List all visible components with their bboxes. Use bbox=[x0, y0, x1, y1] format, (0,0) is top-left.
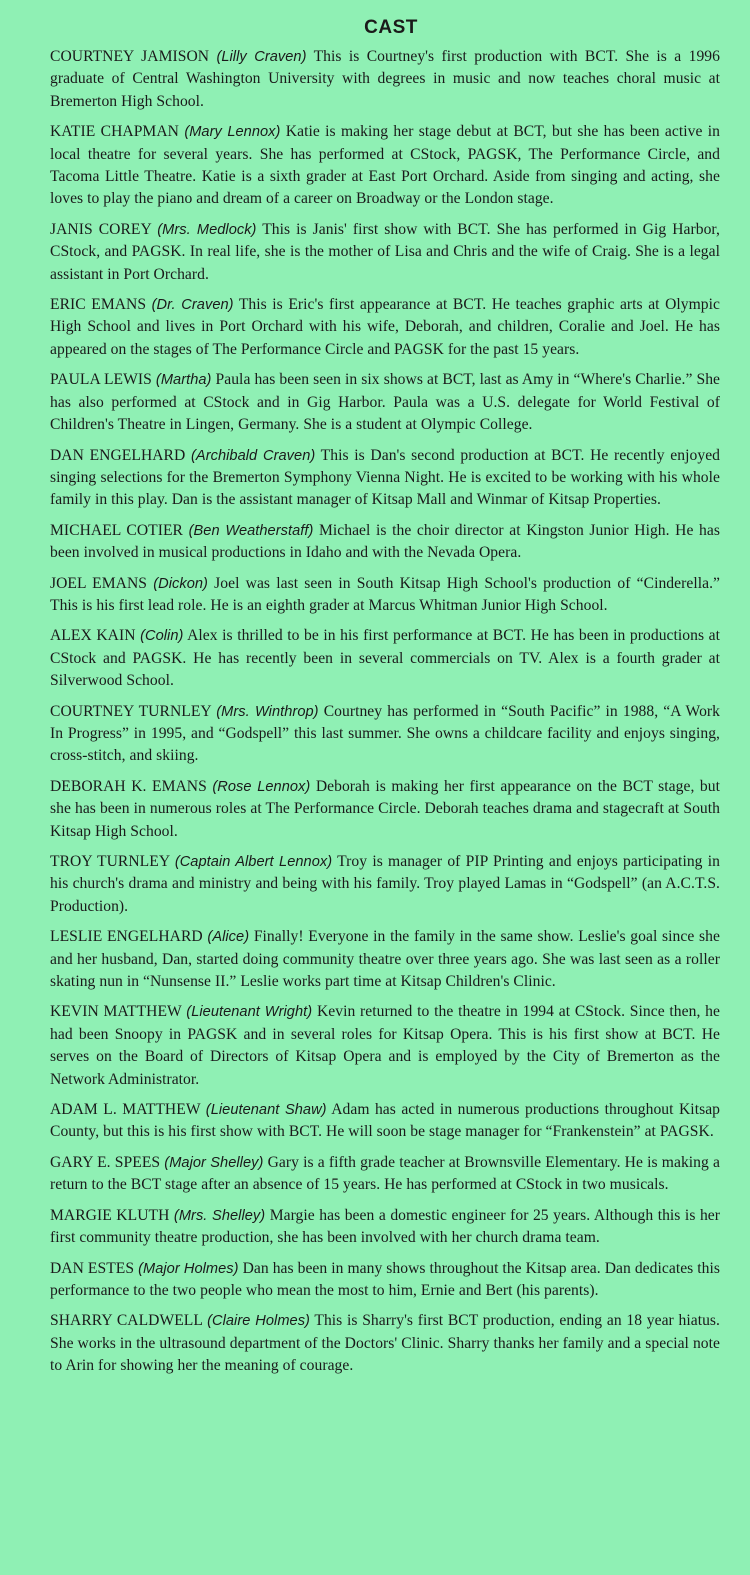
cast-role: (Alice) bbox=[207, 929, 250, 946]
cast-bio: This is Courtney's first production with BCT. She is a 1996 graduate of Central Washington University with degrees in music and now teaches choral music at Bremerton High School. bbox=[50, 48, 720, 110]
cast-role: (Mrs. Winthrop) bbox=[216, 703, 319, 720]
cast-name: TROY TURNLEY bbox=[50, 853, 170, 870]
cast-bio: Katie is making her stage debut at BCT, but she has been active in local theatre for several years. She has performed at CStock, PAGSK, The Performance Circle, and Tacoma Little Theatre. Katie is a sixth grader at East Port Orchard. Aside from singing and acting, she loves to play the piano and dream of a career on Broadway or the London stage. bbox=[50, 123, 720, 208]
cast-bio: Gary is a fifth grade teacher at Brownsville Elementary. He is making a return to the BCT stage after an absence of 15 years. He has performed at CStock in two musicals. bbox=[50, 1153, 720, 1194]
cast-entry-lewis bbox=[50, 369, 720, 436]
cast-name: PAULA LEWIS bbox=[50, 371, 152, 389]
cast-name: COURTNEY JAMISON bbox=[50, 48, 210, 65]
cast-name: ERIC EMANS bbox=[50, 296, 147, 314]
cast-entry-troy-turnley bbox=[50, 851, 720, 918]
cast-bio: This is Sharry's first BCT production, ending an 18 year hiatus. She works in the ultrasound department of the Doctors' Clinic. Sharry thanks her family and a special note to Arin for showing her the meaning of courage. bbox=[50, 1312, 720, 1375]
cast-name: SHARRY CALDWELL bbox=[50, 1312, 203, 1330]
cast-entry-kain bbox=[50, 625, 720, 692]
cast-bio: Alex is thrilled to be in his first performance at BCT. He has been in productions at CStock and PAGSK. He has recently been in several commercials on TV. Alex is a fourth grader at Silverwood School. bbox=[50, 627, 720, 690]
cast-role: (Major Holmes) bbox=[138, 1260, 239, 1277]
cast-name: ADAM L. MATTHEW bbox=[50, 1101, 201, 1119]
cast-bio: Paula has been seen in six shows at BCT, last as Amy in “Where's Charlie.” She has also performed at CStock and in Gig Harbor. Paula was a U.S. delegate for World Festival of Children's Theatre in Lingen, Germany. She is a student at Olympic College. bbox=[50, 371, 721, 434]
cast-bio: Finally! Everyone in the family in the same show. Leslie's goal since she and her husband, Dan, started doing community theatre over three years ago. She was last seen as a roller skating nun in “Nunsense II.” Leslie works part time at Kitsap Children's Clinic. bbox=[50, 928, 720, 991]
cast-entry-dan-engelhard bbox=[50, 445, 720, 512]
cast-role: (Lilly Craven) bbox=[216, 49, 307, 65]
cast-role: (Major Shelley) bbox=[164, 1154, 264, 1171]
cast-name: COURTNEY TURNLEY bbox=[50, 702, 212, 720]
cast-bio: Michael is the choir director at Kingston Junior High. He has been involved in musical productions in Idaho and with the Nevada Opera. bbox=[50, 521, 720, 562]
cast-bio: Dan has been in many shows throughout the Kitsap area. Dan dedicates this performance to the two people who mean the most to him, Ernie and Bert (his parents). bbox=[50, 1259, 721, 1299]
cast-role: (Mrs. Medlock) bbox=[157, 221, 257, 238]
cast-bio: Deborah is making her first appearance on the BCT stage, but she has been in numerous roles at The Performance Circle. Deborah teaches drama and stagecraft at South Kitsap High School. bbox=[50, 777, 720, 840]
cast-entry-estes bbox=[50, 1258, 720, 1303]
cast-name: GARY E. SPEES bbox=[50, 1153, 161, 1171]
cast-bio: Courtney has performed in “South Pacific” in 1988, “A Work In Progress” in 1995, and “Godspell” this last summer. She owns a childcare facility and enjoys singing, cross-stitch, and skiing. bbox=[50, 702, 721, 765]
cast-bio: This is Eric's first appearance at BCT. He teaches graphic arts at Olympic High School and lives in Port Orchard with his wife, Deborah, and children, Coralie and Joel. He has appeared on the stages of The Performance Circle and PAGSK for the past 15 years. bbox=[50, 296, 721, 358]
cast-entry-chapman bbox=[50, 121, 720, 211]
cast-entry-courtney-turnley bbox=[50, 701, 720, 768]
cast-name: LESLIE ENGELHARD bbox=[50, 928, 203, 946]
cast-role: (Martha) bbox=[155, 372, 212, 389]
cast-entry-jamison bbox=[50, 46, 720, 113]
cast-role: (Captain Albert Lennox) bbox=[174, 854, 333, 870]
cast-role: (Lieutenant Wright) bbox=[186, 1004, 313, 1021]
cast-bio: Adam has acted in numerous productions throughout Kitsap County, but this is his first show with BCT. He will soon be stage manager for “Frankenstein” at PAGSK. bbox=[50, 1101, 721, 1141]
cast-role: (Mary Lennox) bbox=[184, 124, 281, 141]
cast-role: (Dickon) bbox=[153, 575, 208, 592]
cast-role: (Colin) bbox=[140, 628, 184, 645]
cast-entry-cotier bbox=[50, 520, 720, 565]
cast-entry-corey bbox=[50, 219, 720, 286]
cast-entry-deborah-emans bbox=[50, 776, 720, 843]
cast-role: (Claire Holmes) bbox=[207, 1313, 310, 1330]
cast-name: DAN ESTES bbox=[50, 1259, 135, 1277]
cast-bio: This is Janis' first show with BCT. She has performed in Gig Harbor, CStock, and PAGSK. In real life, she is the mother of Lisa and Chris and the wife of Craig. She is a legal assistant in Port Orchard. bbox=[50, 220, 720, 283]
cast-role: (Ben Weatherstaff) bbox=[188, 522, 314, 539]
cast-entry-adam-matthew bbox=[50, 1099, 720, 1144]
page-title: CAST bbox=[364, 17, 418, 38]
cast-name: KEVIN MATTHEW bbox=[50, 1003, 182, 1021]
cast-name: MICHAEL COTIER bbox=[50, 521, 184, 539]
cast-entry-joel-emans bbox=[50, 573, 720, 618]
cast-name: KATIE CHAPMAN bbox=[50, 123, 179, 141]
cast-name: JANIS COREY bbox=[50, 220, 152, 238]
cast-role: (Rose Lennox) bbox=[212, 778, 311, 795]
cast-entry-caldwell bbox=[50, 1310, 720, 1377]
cast-entry-kluth bbox=[50, 1205, 720, 1250]
cast-name: JOEL EMANS bbox=[50, 574, 148, 592]
cast-bio: Margie has been a domestic engineer for 25 years. Although this is her first community theatre production, she has been involved with her church drama team. bbox=[50, 1206, 721, 1247]
cast-bio: This is Dan's second production at BCT. He recently enjoyed singing selections for the Bremerton Symphony Vienna Night. He is excited to be working with his whole family in this play. Dan is the assistant manager of Kitsap Mall and Winmar of Kitsap Properties. bbox=[50, 446, 721, 509]
cast-entry-leslie-engelhard bbox=[50, 926, 720, 993]
cast-name: DEBORAH K. EMANS bbox=[50, 777, 207, 795]
cast-role: (Archibald Craven) bbox=[191, 447, 316, 464]
cast-name: MARGIE KLUTH bbox=[50, 1206, 170, 1224]
cast-bio: Joel was last seen in South Kitsap High School's production of “Cinderella.” This is his first lead role. He is an eighth grader at Marcus Whitman Junior High School. bbox=[50, 574, 720, 614]
cast-name: DAN ENGELHARD bbox=[50, 446, 186, 464]
cast-role: (Dr. Craven) bbox=[151, 297, 234, 314]
cast-bio: Kevin returned to the theatre in 1994 at CStock. Since then, he had been Snoopy in PAGSK and in several roles for Kitsap Opera. This is his first show at BCT. He serves on the Board of Directors of Kitsap Opera and is employed by the City of Bremerton as the Network Administrator. bbox=[50, 1003, 720, 1088]
cast-role: (Lieutenant Shaw) bbox=[205, 1102, 327, 1119]
cast-entry-kevin-matthew bbox=[50, 1001, 720, 1091]
cast-bio: Troy is manager of PIP Printing and enjoys participating in his church's drama and ministry and being with his family. Troy played Lamas in “Godspell” (an A.C.T.S. Production). bbox=[50, 853, 720, 915]
cast-name: ALEX KAIN bbox=[50, 627, 136, 645]
cast-role: (Mrs. Shelley) bbox=[173, 1207, 266, 1224]
cast-entry-eric-emans bbox=[50, 294, 720, 361]
cast-entry-spees bbox=[50, 1152, 720, 1197]
